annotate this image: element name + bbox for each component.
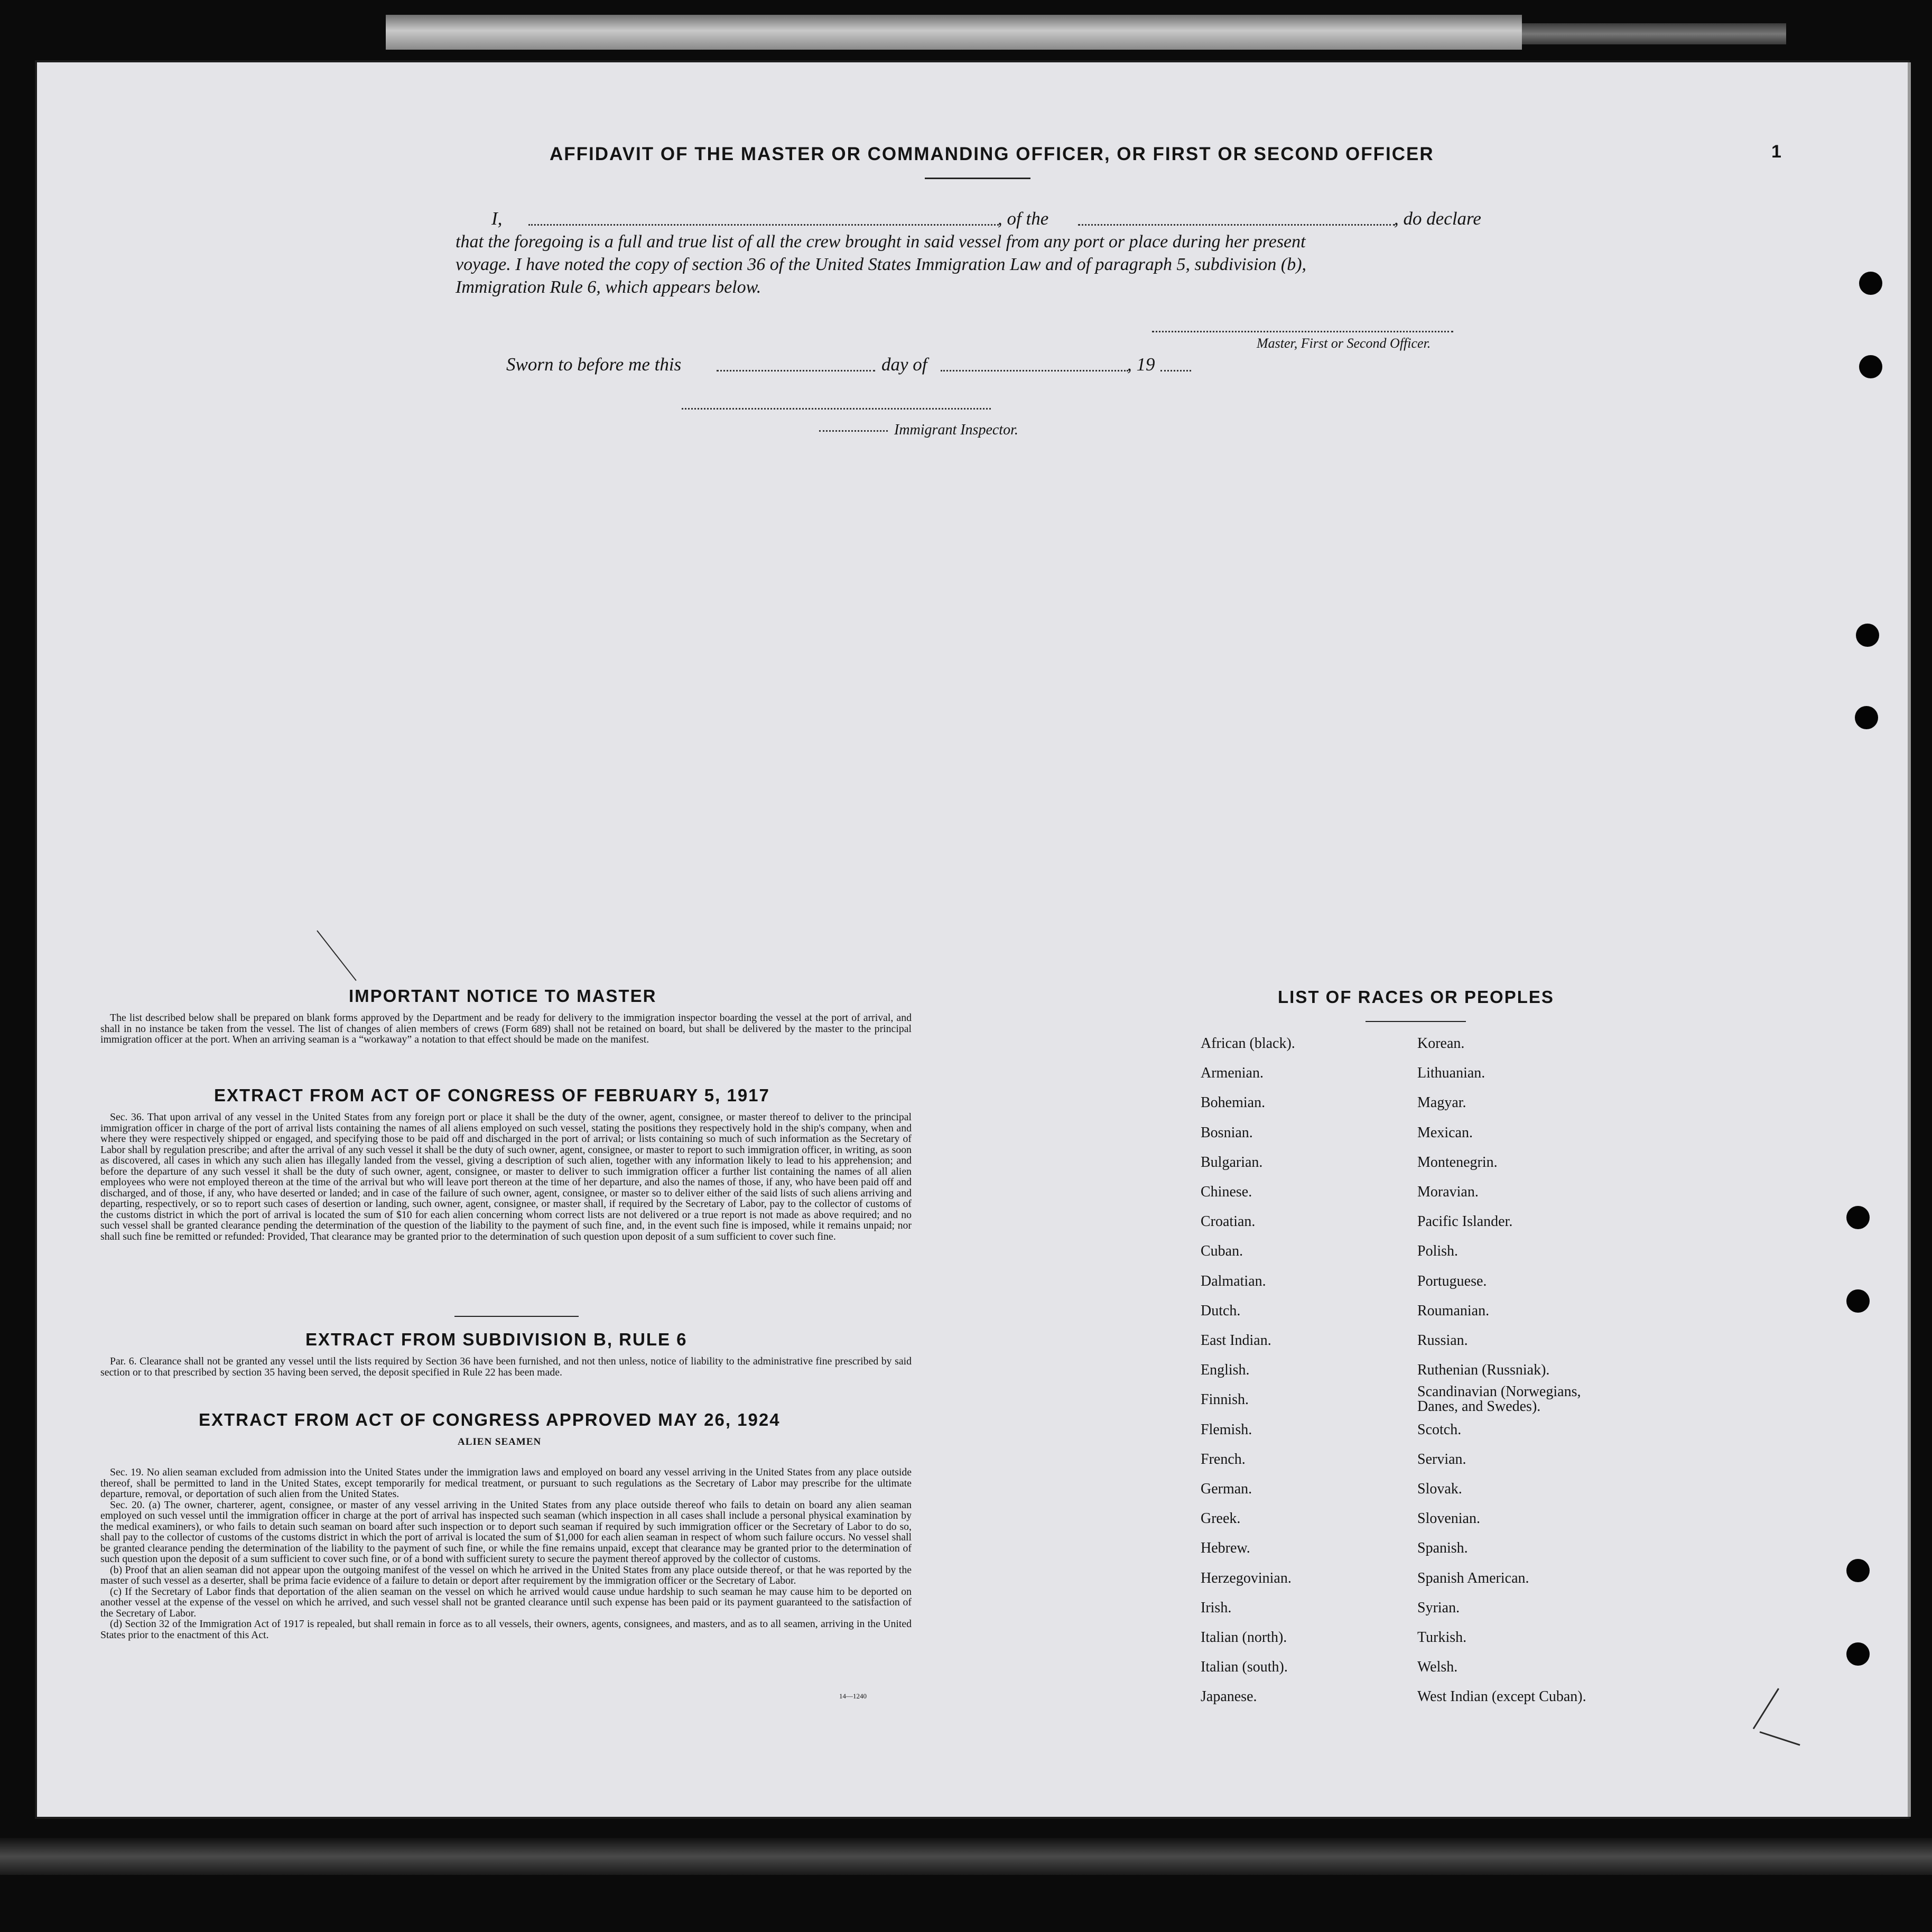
race-item: Armenian. <box>1201 1065 1264 1082</box>
notice-title: IMPORTANT NOTICE TO MASTER <box>349 986 657 1006</box>
race-item: French. <box>1201 1451 1246 1467</box>
race-item: Scotch. <box>1417 1421 1462 1438</box>
vessel-name-line[interactable] <box>1078 224 1395 226</box>
race-item: Lithuanian. <box>1417 1065 1485 1082</box>
affidavit-line-4: Immigration Rule 6, which appears below. <box>456 277 761 297</box>
sec-20d-text: (d) Section 32 of the Immigration Act of 1917 is repealed, but shall remain in force as to all vessels, their owners, agents, consignees, and masters, and as to all seamen, arriving in the United States prior to the enactment of this Act. <box>100 1618 912 1641</box>
race-item: Hebrew. <box>1201 1540 1250 1557</box>
race-item: Italian (north). <box>1201 1629 1287 1646</box>
race-item: English. <box>1201 1362 1250 1379</box>
sec-19-text: Sec. 19. No alien seaman excluded from admission into the United States under the immigration laws and employed on board any vessel arriving in the United States from any place outside thereof, shall be permitted to land in the United States, except temporarily for medical treatment, or pursuant to such regulations as the Secretary of Labor may prescribe for the ultimate departure, removal, or deportation of such alien from the United States. <box>100 1466 912 1500</box>
punch-hole <box>1846 1206 1870 1229</box>
race-item: Servian. <box>1417 1451 1466 1467</box>
punch-hole <box>1856 624 1879 647</box>
sworn-year-line[interactable] <box>1160 370 1191 371</box>
page-edge <box>1908 62 1911 1817</box>
section-divider <box>454 1316 579 1317</box>
extract-1924-title: EXTRACT FROM ACT OF CONGRESS APPROVED MAY 26, 1924 <box>199 1410 781 1429</box>
race-item: Montenegrin. <box>1417 1154 1498 1171</box>
extract-1924-body <box>100 1467 912 1640</box>
extract-rule6-body <box>100 1356 912 1378</box>
race-item: Slovenian. <box>1417 1510 1480 1527</box>
race-item: Welsh. <box>1417 1659 1458 1676</box>
race-item: West Indian (except Cuban). <box>1417 1688 1586 1705</box>
affidavit-line-3: voyage. I have noted the copy of section 36 of the United States Immigration Law and of paragraph 5, subdivision (b), <box>456 255 1307 274</box>
sec-20c-text: (c) If the Secretary of Labor finds that deportation of the alien seaman on the vessel on which he arrived would cause undue hardship to such seaman he may cause him to be deported on another vessel at the expense of the vessel on which he arrived, and such vessel shall not be granted clearance until such expense has been paid or its payment guaranteed to the satisfaction of the Secretary of Labor. <box>100 1585 912 1619</box>
extract-1917-title: EXTRACT FROM ACT OF CONGRESS OF FEBRUARY 5, 1917 <box>214 1085 770 1105</box>
race-item: Cuban. <box>1201 1243 1243 1260</box>
extract-1917-body <box>100 1112 912 1242</box>
race-item: Slovak. <box>1417 1481 1462 1497</box>
punch-hole <box>1846 1642 1870 1666</box>
races-title-rule <box>1366 1021 1466 1022</box>
race-item: Bulgarian. <box>1201 1154 1263 1171</box>
year-label: , 19 <box>1127 354 1155 375</box>
inspector-caption: Immigrant Inspector. <box>894 422 1018 438</box>
race-item: German. <box>1201 1481 1252 1497</box>
race-item: Bohemian. <box>1201 1094 1266 1111</box>
sworn-label: Sworn to before me this <box>506 354 682 375</box>
race-item: Chinese. <box>1201 1184 1252 1200</box>
notice-text: The list described below shall be prepared on blank forms approved by the Department and be ready for delivery to the immigration inspector boarding the vessel at the port of arrival, and shall in no instance be taken from the vessel. The list of changes of alien members of crews (Form 689) shall not be retained on board, but shall be delivered by the master to the principal immigration officer at the port. When an arriving seaman is a “workaway” a notation to that effect should be made on the manifest. <box>100 1012 912 1045</box>
race-item: Scandinavian (Norwegians, Danes, and Swedes). <box>1417 1383 1581 1415</box>
par-6-text: Par. 6. Clearance shall not be granted any vessel until the lists required by Section 36 have been furnished, and not then unless, notice of liability to the administrative fine prescribed by said section or to that prescribed by section 35 having been served, the deposit specified in Rule 22 has been made. <box>100 1355 912 1378</box>
affidavit-of-the-label: , of the <box>998 208 1049 229</box>
affidavit-line-2: that the foregoing is a full and true list of all the crew brought in said vessel from any port or place during her present <box>456 232 1306 252</box>
sworn-month-line[interactable] <box>941 370 1128 371</box>
race-item: East Indian. <box>1201 1332 1271 1349</box>
race-item: Korean. <box>1417 1035 1465 1052</box>
bottom-binding-strip <box>0 1838 1932 1875</box>
race-item: Russian. <box>1417 1332 1468 1349</box>
race-item: Ruthenian (Russniak). <box>1417 1362 1550 1379</box>
race-item: Dalmatian. <box>1201 1272 1266 1289</box>
race-item: Herzegovinian. <box>1201 1569 1292 1586</box>
race-item: Polish. <box>1417 1243 1459 1260</box>
race-item: Irish. <box>1201 1599 1232 1616</box>
race-item: Turkish. <box>1417 1629 1467 1646</box>
punch-hole <box>1855 706 1878 729</box>
race-item: Dutch. <box>1201 1302 1241 1319</box>
notice-paragraph <box>100 1013 912 1045</box>
punch-hole <box>1859 272 1882 295</box>
race-item: Croatian. <box>1201 1213 1256 1230</box>
race-item: Flemish. <box>1201 1421 1252 1438</box>
inspector-signature-line[interactable] <box>682 408 991 410</box>
sec-36-text: Sec. 36. That upon arrival of any vessel in the United States from any foreign port or place it shall be the duty of the owner, agent, consignee, or master thereof to deliver to the principal immigration officer in charge of the port of arrival lists containing the names of all aliens employed on such vessel, stating the positions they respectively hold in the ship's company, when and where they were respectively shipped or engaged, and specifying those to be paid off and discharged in the port of arrival; or lists containing so much of such information as the Secretary of Labor shall by regulation prescribe; and after the arrival of any such vessel it shall be the duty of such owner, agent, consignee, or master to report to such immigration officer, in writing, as soon as discovered, all cases in which any such alien has illegally landed from the vessel, giving a description of such alien, together with any information likely to lead to his apprehension; and before the departure of any such vessel it shall be the duty of such owner, agent, consignee, or master to deliver to such immigration officer a further list containing the names of all alien employees who were not employed thereon at the time of the arrival but who will leave port thereon at the time of her departure, and also the names of those, if any, who have been paid off and discharged, and of those, if any, who have deserted or landed; and in case of the failure of such owner, agent, consignee, or master so to deliver either of the said lists of such aliens arriving and departing, respectively, or so to report such cases of desertion or landing, such owner, agent, consignee, or master shall, if required by the Secretary of Labor, pay to the collector of customs of the customs district in which the port of arrival is located the sum of $10 for each alien concerning whom correct lists are not delivered or a true report is not made as above required; and no such vessel shall be granted clearance pending the determination of the question of the liability to the payment of such fine, and, in the event such fine is imposed, while it remains unpaid; nor shall such fine be remitted or refunded: Provided, That clearance may be granted prior to the determination of such question upon deposit of a sum sufficient to cover such fine. <box>100 1111 912 1242</box>
race-item: Spanish. <box>1417 1540 1468 1557</box>
race-item: Japanese. <box>1201 1688 1257 1705</box>
affidavit-do-declare-label: , do declare <box>1394 208 1481 229</box>
inspector-leader-line <box>819 430 888 432</box>
race-item: Bosnian. <box>1201 1124 1253 1141</box>
master-name-line[interactable] <box>528 224 999 226</box>
race-item: Greek. <box>1201 1510 1241 1527</box>
race-item: Magyar. <box>1417 1094 1466 1111</box>
race-item: Syrian. <box>1417 1599 1460 1616</box>
sec-20b-text: (b) Proof that an alien seaman did not appear upon the outgoing manifest of the vessel on which he arrived in the United States from any place outside thereof, or that he was reported by the master of such vessel as a deserter, shall be prima facie evidence of a failure to detain or deport after requirement by the immigration officer or the Secretary of Labor. <box>100 1564 912 1586</box>
affidavit-title: AFFIDAVIT OF THE MASTER OR COMMANDING OFFICER, OR FIRST OR SECOND OFFICER <box>550 144 1434 164</box>
sworn-day-line[interactable] <box>717 370 875 371</box>
race-item: Spanish American. <box>1417 1569 1529 1586</box>
race-item: African (black). <box>1201 1035 1295 1052</box>
races-title: LIST OF RACES OR PEOPLES <box>1278 987 1554 1007</box>
corner-page-mark: 1 <box>1771 142 1782 162</box>
punch-hole <box>1846 1289 1870 1313</box>
punch-hole <box>1846 1559 1870 1582</box>
punch-hole <box>1859 355 1882 378</box>
form-number: 14—1240 <box>839 1692 867 1700</box>
race-item: Mexican. <box>1417 1124 1473 1141</box>
race-item: Finnish. <box>1201 1391 1249 1408</box>
sec-20a-text: Sec. 20. (a) The owner, charterer, agent, consignee, or master of any vessel arriving in the United States from any place outside thereof who fails to detain on board any alien seaman employed on such vessel until the immigration officer in charge at the port of arrival has inspected such seaman (which inspection in all cases shall include a personal physical examination by the medical examiners), or who fails to detain such seaman on board after such inspection or to deport such seaman if required by such immigration officer or the Secretary of Labor to do so, shall pay to the collector of customs of the customs district in which the port of arrival is located the sum of $1,000 for each alien seaman in respect of whom such failure occurs. No vessel shall be granted clearance pending the determination of the liability to the payment of such fine, or while the fine remains unpaid, except that clearance may be granted prior to the determination of such question upon the deposit of a sum sufficient to cover such fine, or of a bond with sufficient surety to secure the payment thereof approved by the collector of customs. <box>100 1499 912 1565</box>
top-binding-strip <box>386 15 1522 50</box>
day-of-label: day of <box>881 354 927 375</box>
race-item: Pacific Islander. <box>1417 1213 1513 1230</box>
affidavit-i-label: I, <box>491 208 503 229</box>
master-signature-caption: Master, First or Second Officer. <box>1257 336 1431 351</box>
race-item: Italian (south). <box>1201 1659 1288 1676</box>
extract-rule6-title: EXTRACT FROM SUBDIVISION B, RULE 6 <box>305 1330 688 1349</box>
race-item: Moravian. <box>1417 1184 1479 1200</box>
affidavit-title-rule <box>925 178 1030 179</box>
race-item: Roumanian. <box>1417 1302 1490 1319</box>
race-item: Portuguese. <box>1417 1272 1487 1289</box>
top-binding-strip-right <box>1522 23 1786 44</box>
alien-seamen-subtitle: ALIEN SEAMEN <box>458 1436 542 1447</box>
